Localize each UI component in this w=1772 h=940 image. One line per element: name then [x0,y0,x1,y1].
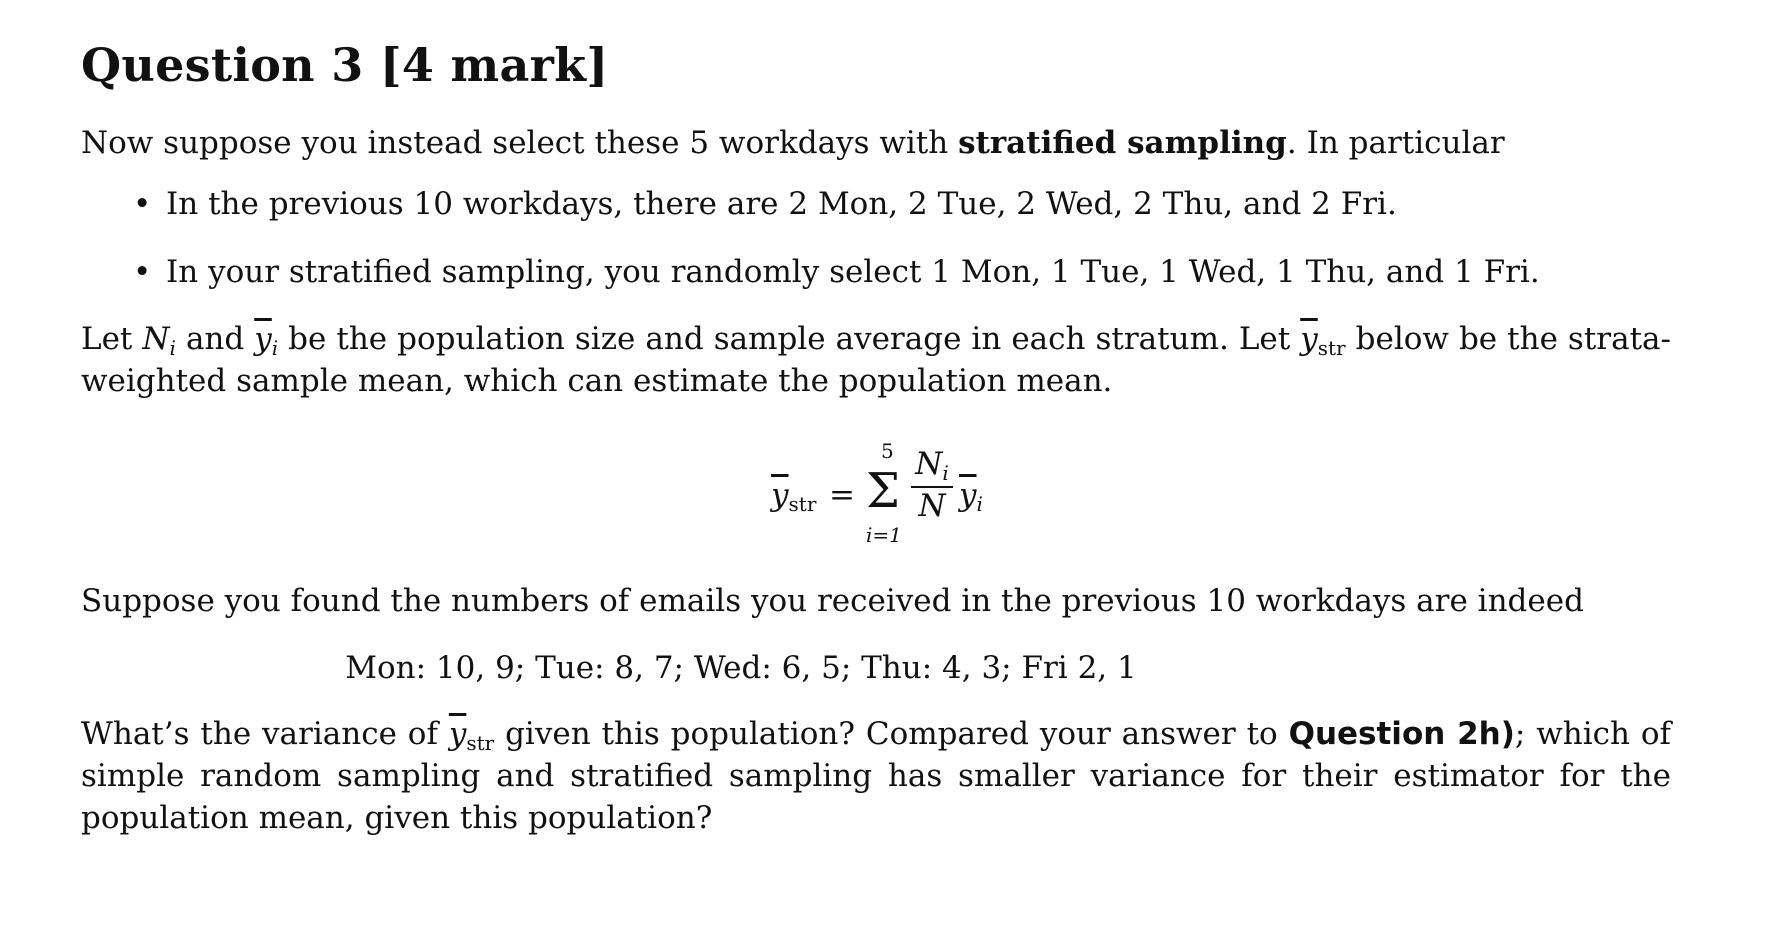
math-symbol: $\overline{y}$ [448,715,467,752]
math-ybar-str [448,715,495,755]
math-N-i [142,320,176,360]
math-symbol: $\overline{y}$ [771,476,789,513]
intro-paragraph [81,123,1671,164]
formula-ybar-i [959,477,983,516]
bullet-item [81,184,1671,225]
math-subscript: i [942,460,949,485]
definition-text: be the population size and sample average in each stratum. Let [278,320,1301,357]
definition-text: below be the strata-weighted sample mean, which can estimate the population mean. [81,320,1672,400]
question-reference: Question 2h) [1288,715,1515,752]
bullet-text: In your stratified sampling, you randomly select 1 Mon, 1 Tue, 1 Wed, 1 Thu, and 1 Fri. [166,253,1540,290]
sum-lower-limit: i=1 [866,522,902,547]
math-subscript: i [271,335,279,360]
email-counts-line: Mon: 10, 9; Tue: 8, 7; Wed: 6, 5; Thu: 4, 3; Fri 2, 1 [345,649,1137,686]
bullet-dot: • [133,186,152,223]
question-text: ; which of simple random sampling and stratified sampling has smaller variance for their estimator for the population mean, given this population? [81,715,1671,836]
definition-text: and [175,320,255,357]
formula-lhs [771,477,816,516]
math-symbol: N [142,320,170,357]
math-subscript: str [466,730,495,755]
question-page [81,38,1671,839]
fraction-denominator: N [918,487,946,524]
bullet-list [81,184,1671,292]
fraction-numerator [911,447,953,488]
math-subscript: i [169,335,176,360]
question-text: What’s the variance of [81,715,449,752]
math-symbol: N [915,445,943,482]
sum-sign: Σ [866,462,900,519]
math-symbol: $\overline{y}$ [959,476,977,513]
strata-weighted-mean-formula [81,439,1671,559]
formula-equals: = [829,476,855,513]
math-subscript: i [976,491,983,516]
sum-upper-limit: 5 [881,438,894,463]
bullet-text: In the previous 10 workdays, there are 2 Mon, 2 Tue, 2 Wed, 2 Thu, and 2 Fri. [166,186,1397,223]
definition-text: Let [81,320,143,357]
math-subscript: str [788,491,817,516]
question-text: given this population? Compared your answer to [494,715,1289,752]
question-paragraph [81,714,1671,839]
definition-paragraph [81,319,1671,403]
intro-text-after: . In particular [1286,125,1505,162]
math-symbol: $\overline{y}$ [1300,320,1318,357]
math-ybar-str [1300,320,1346,360]
weight-fraction [911,447,953,525]
found-paragraph: Suppose you found the numbers of emails you received in the previous 10 workdays are indeed [81,582,1584,619]
question-title: Question 3 [4 mark] [81,38,609,92]
math-ybar-i [254,320,279,360]
math-symbol: $\overline{y}$ [254,320,272,357]
intro-bold-term: stratified sampling [958,125,1287,162]
bullet-item [81,252,1671,293]
math-subscript: str [1317,335,1346,360]
bullet-dot: • [133,253,152,290]
intro-text-before: Now suppose you instead select these 5 workdays with [81,125,959,162]
